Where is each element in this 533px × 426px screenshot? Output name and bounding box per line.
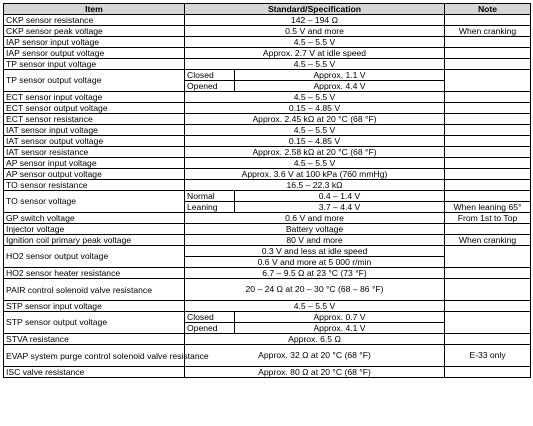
row-value: 4.5 – 5.5 V bbox=[185, 59, 445, 70]
table-row bbox=[4, 213, 531, 224]
row-note bbox=[445, 268, 531, 279]
row-value: 3.7 – 4.4 V bbox=[235, 202, 445, 213]
row-note bbox=[445, 334, 531, 345]
row-note bbox=[445, 125, 531, 136]
row-value: Approx. 4.4 V bbox=[235, 81, 445, 92]
row-item: HO2 sensor heater resistance bbox=[4, 268, 185, 279]
row-value: 0.6 V and more at 5 000 r/min bbox=[185, 257, 445, 268]
row-item: ECT sensor input voltage bbox=[4, 92, 185, 103]
row-note bbox=[445, 59, 531, 70]
row-note: When cranking bbox=[445, 235, 531, 246]
row-note bbox=[445, 169, 531, 180]
header-item: Item bbox=[4, 4, 185, 15]
table-row bbox=[4, 301, 531, 312]
row-note bbox=[445, 15, 531, 26]
row-note bbox=[445, 114, 531, 125]
row-item: IAT sensor output voltage bbox=[4, 136, 185, 147]
row-item: IAT sensor resistance bbox=[4, 147, 185, 158]
row-note bbox=[445, 279, 531, 301]
row-item: TO sensor voltage bbox=[4, 191, 185, 213]
row-value: Approx. 2.7 V at idle speed bbox=[185, 48, 445, 59]
table-row bbox=[4, 136, 531, 147]
table-row bbox=[4, 70, 531, 81]
row-item: TO sensor resistance bbox=[4, 180, 185, 191]
row-note bbox=[445, 301, 531, 312]
row-item: EVAP system purge control solenoid valve resistance bbox=[4, 345, 185, 367]
table-row bbox=[4, 246, 531, 257]
row-value: 4.5 – 5.5 V bbox=[185, 37, 445, 48]
row-value: Battery voltage bbox=[185, 224, 445, 235]
row-item: HO2 sensor output voltage bbox=[4, 246, 185, 268]
row-note bbox=[445, 92, 531, 103]
row-value: 80 V and more bbox=[185, 235, 445, 246]
row-item: STVA resistance bbox=[4, 334, 185, 345]
row-note bbox=[445, 224, 531, 235]
row-note bbox=[445, 246, 531, 268]
row-value: 0.4 – 1.4 V bbox=[235, 191, 445, 202]
row-item: Injector voltage bbox=[4, 224, 185, 235]
row-value: 0.3 V and less at idle speed bbox=[185, 246, 445, 257]
row-subitem: Normal bbox=[185, 191, 235, 202]
row-value: Approx. 32 Ω at 20 °C (68 °F) bbox=[185, 345, 445, 367]
table-row bbox=[4, 103, 531, 114]
row-subitem: Opened bbox=[185, 323, 235, 334]
row-item: GP switch voltage bbox=[4, 213, 185, 224]
row-item: CKP sensor resistance bbox=[4, 15, 185, 26]
row-item: AP sensor input voltage bbox=[4, 158, 185, 169]
row-value: Approx. 6.5 Ω bbox=[185, 334, 445, 345]
row-value: Approx. 80 Ω at 20 °C (68 °F) bbox=[185, 367, 445, 378]
table-row bbox=[4, 59, 531, 70]
row-item: TP sensor input voltage bbox=[4, 59, 185, 70]
row-value: 0.6 V and more bbox=[185, 213, 445, 224]
row-item: PAIR control solenoid valve resistance bbox=[4, 279, 185, 301]
row-item: CKP sensor peak voltage bbox=[4, 26, 185, 37]
table-row bbox=[4, 48, 531, 59]
row-item: IAP sensor input voltage bbox=[4, 37, 185, 48]
table-header-row bbox=[4, 4, 531, 15]
table-row bbox=[4, 15, 531, 26]
row-note bbox=[445, 103, 531, 114]
row-item: AP sensor output voltage bbox=[4, 169, 185, 180]
row-note bbox=[445, 367, 531, 378]
row-subitem: Closed bbox=[185, 70, 235, 81]
table-row bbox=[4, 367, 531, 378]
row-note: E-33 only bbox=[445, 345, 531, 367]
row-item: IAT sensor input voltage bbox=[4, 125, 185, 136]
spec-table-container bbox=[3, 3, 531, 378]
row-value: 0.5 V and more bbox=[185, 26, 445, 37]
row-note bbox=[445, 180, 531, 191]
row-value: 16.5 – 22.3 kΩ bbox=[185, 180, 445, 191]
row-note bbox=[445, 48, 531, 59]
row-note bbox=[445, 136, 531, 147]
row-note bbox=[445, 158, 531, 169]
row-value: Approx. 3.6 V at 100 kPa (760 mmHg) bbox=[185, 169, 445, 180]
row-note bbox=[445, 37, 531, 48]
row-note: From 1st to Top bbox=[445, 213, 531, 224]
row-subitem: Opened bbox=[185, 81, 235, 92]
row-value: 4.5 – 5.5 V bbox=[185, 301, 445, 312]
row-note bbox=[445, 312, 531, 334]
spec-table bbox=[3, 3, 531, 378]
row-note bbox=[445, 147, 531, 158]
table-row bbox=[4, 158, 531, 169]
row-item: Ignition coil primary peak voltage bbox=[4, 235, 185, 246]
table-row bbox=[4, 345, 531, 367]
row-item: ECT sensor output voltage bbox=[4, 103, 185, 114]
row-value: 6.7 – 9.5 Ω at 23 °C (73 °F) bbox=[185, 268, 445, 279]
table-row bbox=[4, 312, 531, 323]
table-row bbox=[4, 125, 531, 136]
row-value: 0.15 – 4.85 V bbox=[185, 103, 445, 114]
table-row bbox=[4, 191, 531, 202]
row-value: Approx. 2.45 kΩ at 20 °C (68 °F) bbox=[185, 114, 445, 125]
row-value: 142 – 194 Ω bbox=[185, 15, 445, 26]
row-note bbox=[445, 70, 531, 92]
row-value: Approx. 0.7 V bbox=[235, 312, 445, 323]
row-value: Approx. 1.1 V bbox=[235, 70, 445, 81]
row-value: 4.5 – 5.5 V bbox=[185, 92, 445, 103]
table-row bbox=[4, 279, 531, 301]
table-row bbox=[4, 147, 531, 158]
row-value: 20 – 24 Ω at 20 – 30 °C (68 – 86 °F) bbox=[185, 279, 445, 301]
table-row bbox=[4, 114, 531, 125]
table-row bbox=[4, 26, 531, 37]
header-note: Note bbox=[445, 4, 531, 15]
table-row bbox=[4, 92, 531, 103]
row-item: STP sensor input voltage bbox=[4, 301, 185, 312]
table-row bbox=[4, 268, 531, 279]
row-value: 4.5 – 5.5 V bbox=[185, 125, 445, 136]
header-spec: Standard/Specification bbox=[185, 4, 445, 15]
table-row bbox=[4, 180, 531, 191]
row-subitem: Leaning bbox=[185, 202, 235, 213]
table-row bbox=[4, 37, 531, 48]
table-row bbox=[4, 224, 531, 235]
table-row bbox=[4, 169, 531, 180]
row-value: 4.5 – 5.5 V bbox=[185, 158, 445, 169]
row-value: Approx. 4.1 V bbox=[235, 323, 445, 334]
row-note: When leaning 65° bbox=[445, 202, 531, 213]
table-row bbox=[4, 334, 531, 345]
row-item: ECT sensor resistance bbox=[4, 114, 185, 125]
row-item: ISC valve resistance bbox=[4, 367, 185, 378]
row-item: IAP sensor output voltage bbox=[4, 48, 185, 59]
row-value: 0.15 – 4.85 V bbox=[185, 136, 445, 147]
row-note bbox=[445, 191, 531, 202]
row-subitem: Closed bbox=[185, 312, 235, 323]
table-row bbox=[4, 235, 531, 246]
row-value: Approx. 2.58 kΩ at 20 °C (68 °F) bbox=[185, 147, 445, 158]
row-item: TP sensor output voltage bbox=[4, 70, 185, 92]
row-note: When cranking bbox=[445, 26, 531, 37]
row-item: STP sensor output voltage bbox=[4, 312, 185, 334]
